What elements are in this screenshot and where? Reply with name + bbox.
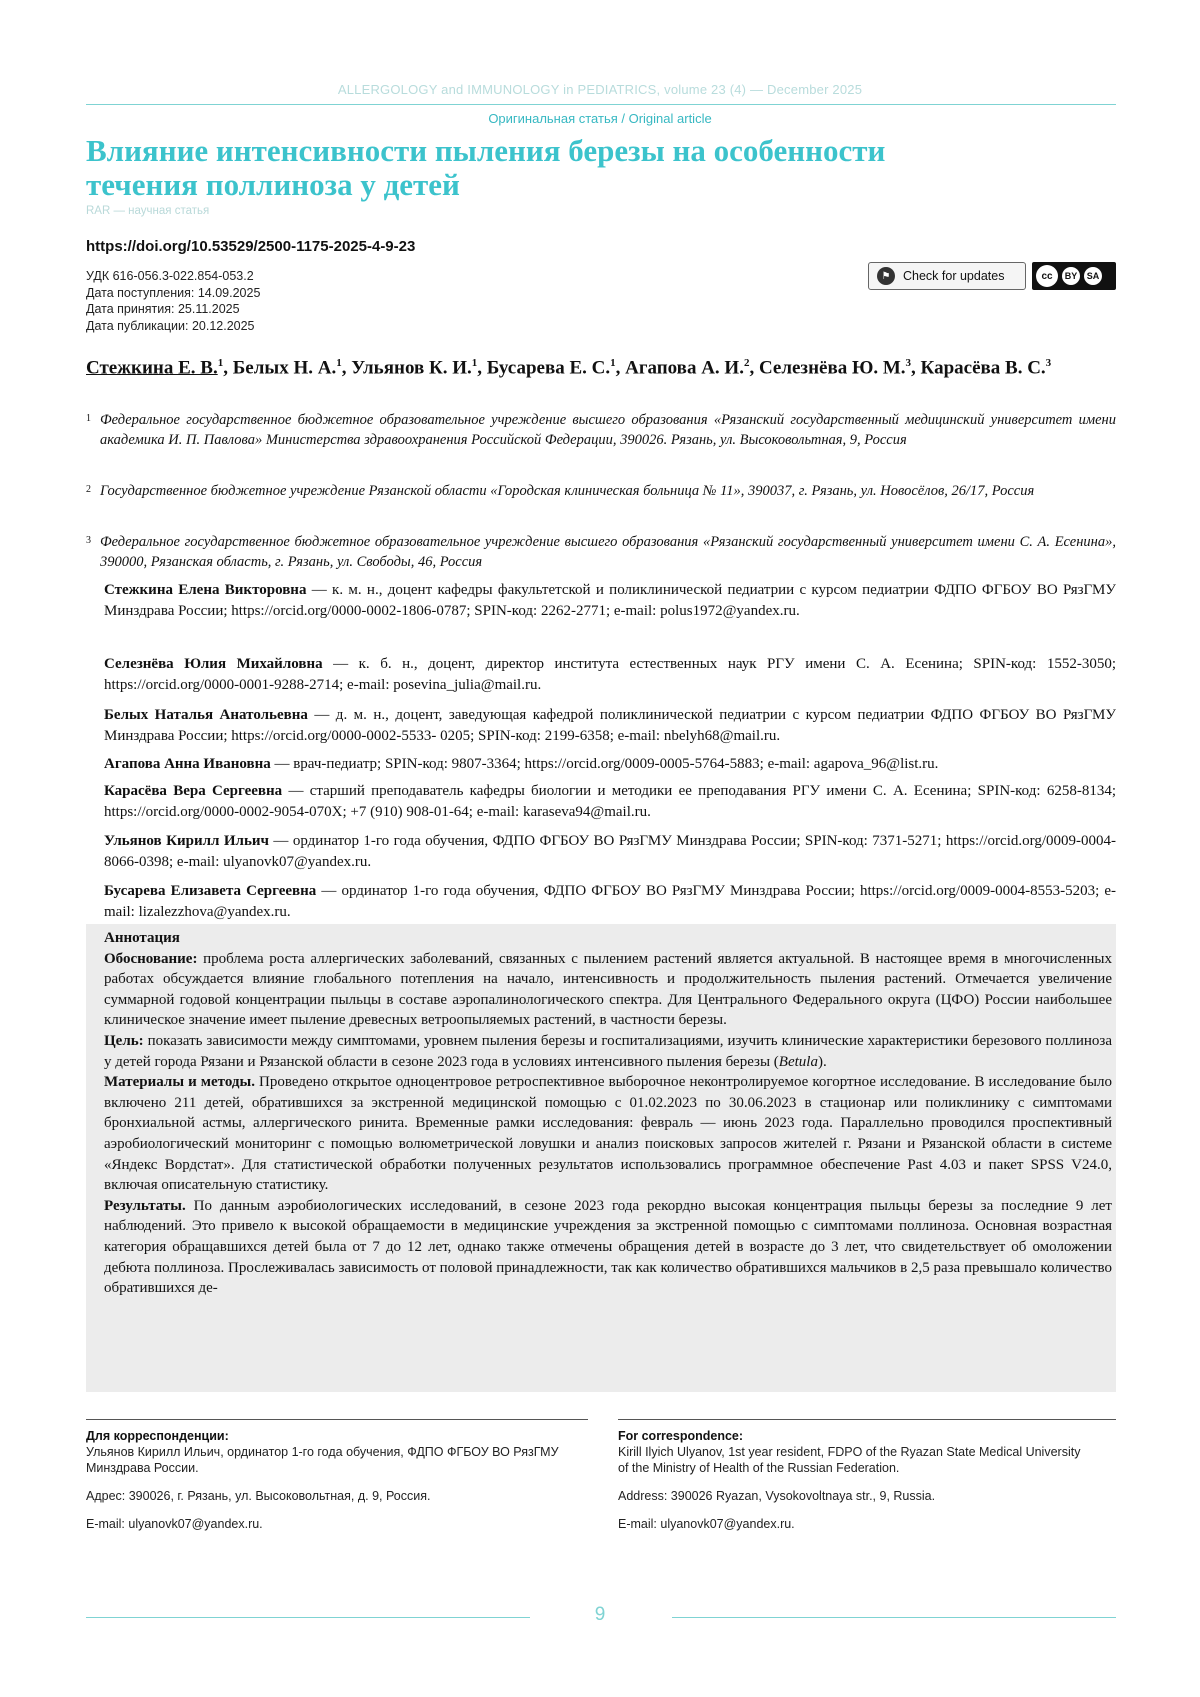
header-divider: [86, 104, 1116, 105]
date-received: Дата поступления: 14.09.2025: [86, 285, 261, 300]
author-bio: [104, 705, 1116, 746]
correspondence-en: [618, 1428, 1088, 1532]
bio-text: — старший преподаватель кафедры биологии и методики ее преподавания РГУ имени С. А. Есенина; SPIN-код: 6258-8134; https://orcid.org/0000-0002-9054-070X; +7 (910) 908-01-64; e-mail: karaseva94@mail.ru.: [104, 783, 1116, 820]
author-bio: [104, 881, 1116, 922]
affiliation-number: 2: [86, 484, 91, 495]
correspondence-divider-ru: [86, 1419, 588, 1420]
check-for-updates-button[interactable]: [868, 262, 1026, 290]
bio-name: Стежкина Елена Викторовна: [104, 582, 307, 598]
affiliation-text: Федеральное государственное бюджетное образовательное учреждение высшего образования «Рязанский государственный медицинский университет имени академика И. П. Павлова» Министерства здравоохранения Российской Федерации, 390026. Рязань, ул. Высоковольтная, 9, Россия: [100, 412, 1116, 448]
affiliation-1: [86, 411, 1116, 450]
aim-end: ).: [817, 1053, 827, 1070]
correspondence-heading: Для корреспонденции:: [86, 1429, 229, 1443]
bio-name: Селезнёва Юлия Михайловна: [104, 656, 323, 672]
affiliation-3: [86, 533, 1116, 572]
abstract-body: [104, 928, 1112, 1299]
date-accepted: Дата принятия: 25.11.2025: [86, 302, 240, 316]
author-name: Ульянов К. И.: [351, 357, 472, 379]
background-label: Обоснование:: [104, 950, 198, 967]
author-bio: [104, 654, 1116, 695]
page-number: 9: [594, 1604, 606, 1625]
author-name: Селезнёва Ю. М.: [758, 357, 906, 379]
bio-text: — ординатор 1-го года обучения, ФДПО ФГБОУ ВО РязГМУ Минздрава России; SPIN-код: 7371-5271; https://orcid.org/0009-0004-8066-0398; e-mail: ulyanovk07@yandex.ru.: [104, 833, 1116, 870]
date-published: Дата публикации: 20.12.2025: [86, 318, 255, 333]
correspondence-address: Address: 390026 Ryazan, Vysokovoltnaya str., 9, Russia.: [618, 1489, 936, 1503]
results-text: По данным аэробиологических исследований, в сезоне 2023 года рекордно высокая концентрация пыльцы березы за последние 9 лет наблюдений. Это привело к высокой обращаемости в медицинские учреждения за экстренной помощью с симптомами поллиноза. Основная возрастная категория обращавшихся детей была от 7 до 12 лет, однако также отмечены обращения детей в возрасте до 3 лет, что свидетельствует об омоложении дебюта поллиноза. Прослеживалась зависимость от половой принадлежности, так как количество обратившихся мальчиков в 2,5 раза превышало количество обратившихся де-: [104, 1197, 1112, 1297]
abstract-background: [104, 949, 1112, 1031]
correspondence-email[interactable]: E-mail: ulyanovk07@yandex.ru.: [86, 1517, 263, 1531]
bio-text: — ординатор 1-го года обучения, ФДПО ФГБОУ ВО РязГМУ Минздрава России; https://orcid.org/0009-0004-8553-5203; e-mail: lizalezzhova@yandex.ru.: [104, 883, 1116, 920]
abstract-results: [104, 1196, 1112, 1299]
footer-line-left: [86, 1617, 530, 1618]
affiliation-text: Государственное бюджетное учреждение Рязанской области «Городская клиническая больница № 11», 390037, г. Рязань, ул. Новосёлов, 26/17, Россия: [100, 483, 1035, 499]
by-icon: BY: [1062, 267, 1080, 285]
affiliation-2: [86, 482, 1116, 502]
correspondence-person: Ульянов Кирилл Ильич, ординатор 1-го года обучения, ФДПО ФГБОУ ВО РязГМУ Минздрава России.: [86, 1445, 559, 1475]
author-affil: 1: [336, 357, 342, 369]
author-bio: [104, 831, 1116, 872]
bio-name: Агапова Анна Ивановна: [104, 756, 271, 772]
correspondence-divider-en: [618, 1419, 1116, 1420]
author-name: Карасёва В. С.: [920, 357, 1046, 379]
results-label: Результаты.: [104, 1197, 186, 1214]
sa-icon: SA: [1084, 267, 1102, 285]
bio-name: Ульянов Кирилл Ильич: [104, 833, 269, 849]
bio-text: — врач-педиатр; SPIN-код: 9807-3364; https://orcid.org/0009-0005-5764-5883; e-mail: agapova_96@list.ru.: [270, 756, 939, 772]
author-affil: 2: [743, 357, 750, 369]
check-for-updates-label: Check for updates: [903, 269, 1005, 283]
rar-label: RAR — научная статья: [86, 205, 210, 217]
journal-header: ALLERGOLOGY and IMMUNOLOGY in PEDIATRICS, volume 23 (4) — December 2025: [337, 82, 863, 97]
author-list: Стежкина Е. В.$^1$, Белых Н. А.$^1$, Ульянов К. И.$^1$, Бусарева Е. С.$^1$, Агапова А. И.$^2$, Селезнёва Ю. М.$^3$, Карасёва В. С.$^3$: [86, 357, 1052, 379]
cc-license-badge[interactable]: [1032, 262, 1116, 290]
correspondence-email[interactable]: E-mail: ulyanovk07@yandex.ru.: [618, 1517, 795, 1531]
doi-link[interactable]: https://doi.org/10.53529/2500-1175-2025-4-9-23: [86, 238, 416, 255]
abstract-heading: Аннотация: [104, 930, 180, 946]
author-affil: 1: [217, 357, 224, 369]
bio-name: Бусарева Елизавета Сергеевна: [104, 883, 317, 899]
abstract-methods: [104, 1072, 1112, 1196]
footer-line-right: [672, 1617, 1116, 1618]
background-text: проблема роста аллергических заболеваний, связанных с пылением растений является актуальной. В настоящее время в многочисленных работах обсуждается влияние глобального потепления на начало, интенсивность и продолжительность пыления растений. Отмечается увеличение суммарной годовой концентрации пыльцы в составе аэропалинологического спектра. Для Центрального Федерального округа (ЦФО) России наибольшее клиническое значение имеет пыление древесных ветроопыляемых растений, в частности березы.: [104, 950, 1112, 1029]
correspondence-ru: [86, 1428, 586, 1532]
author-affil: 3: [1045, 357, 1052, 369]
correspondence-address: Адрес: 390026, г. Рязань, ул. Высоковольтная, д. 9, Россия.: [86, 1489, 431, 1503]
author-name: Белых Н. А.: [232, 357, 337, 379]
affiliation-number: 1: [86, 413, 91, 424]
cc-icon: cc: [1036, 265, 1058, 287]
bio-name: Карасёва Вера Сергеевна: [104, 783, 283, 799]
bio-name: Белых Наталья Анатольевна: [104, 707, 308, 723]
abstract-aim: [104, 1031, 1112, 1072]
article-meta: [86, 268, 260, 334]
bookmark-icon: ⚑: [877, 267, 895, 285]
affiliation-text: Федеральное государственное бюджетное образовательное учреждение высшего образования «Рязанский государственный университет имени С. А. Есенина», 390000, Рязанская область, г. Рязань, ул. Свободы, 46, Россия: [100, 534, 1116, 570]
author-name: Бусарева Е. С.: [486, 357, 611, 379]
author-bio: [104, 781, 1116, 822]
abstract-box: [86, 924, 1116, 1392]
correspondence-person: Kirill Ilyich Ulyanov, 1st year resident, FDPO of the Ryazan State Medical University of the Ministry of Health of the Russian Federation.: [618, 1445, 1081, 1475]
affiliation-number: 3: [86, 535, 91, 546]
author-name: Стежкина Е. В.: [86, 357, 218, 379]
udk: УДК 616-056.3-022.854-053.2: [86, 269, 254, 283]
correspondence-heading: For correspondence:: [618, 1429, 744, 1443]
aim-italic: Betula: [778, 1053, 818, 1070]
article-title: Влияние интенсивности пыления березы на особенности течения поллиноза у детей: [86, 133, 886, 202]
aim-label: Цель:: [104, 1032, 144, 1049]
author-affil: 3: [905, 357, 912, 369]
author-affil: 1: [610, 357, 616, 369]
author-name: Агапова А. И.: [625, 357, 744, 379]
author-bio: [104, 580, 1116, 621]
aim-text: показать зависимости между симптомами, уровнем пыления березы и госпитализациями, изучить клинические характеристики березового поллиноза у детей города Рязани и Рязанской области в сезоне 2023 года в условиях интенсивного пыления березы (: [104, 1032, 1112, 1070]
author-bio: [104, 754, 1116, 775]
bio-text: — д. м. н., доцент, заведующая кафедрой поликлинической педиатрии с курсом педиатрии ФДПО ФГБОУ ВО РязГМУ Минздрава России; https://orcid.org/0000-0002-5533- 0205; SPIN-код: 2199-6358; e-mail: nbelyh68@mail.ru.: [104, 707, 1116, 744]
methods-label: Материалы и методы.: [104, 1074, 255, 1091]
methods-text: Проведено открытое одноцентровое ретроспективное выборочное неконтролируемое когортное исследование. В исследование было включено 211 детей, обратившихся за экстренной медицинской помощью с 01.02.2023 по 30.06.2023 в стационар или поликлинику с симптомами бронхиальной астмы, аллергического ринита. Временные рамки исследования: февраль — июнь 2023 года. Параллельно проводился проспективный аэробиологический мониторинг с помощью волюметрической ловушки и анализ поисковых запросов жителей г. Рязани и Рязанской области в системе «Яндекс Вордстат». Для статистической обработки полученных результатов использовались программное обеспечение Past 4.03 и пакет SPSS V24.0, включая описательную статистику.: [104, 1074, 1113, 1194]
author-affil: 1: [471, 357, 478, 369]
bio-text: — к. б. н., доцент, директор института естественных наук РГУ имени С. А. Есенина; SPIN-код: 1552-3050; https://orcid.org/0000-0001-9288-2714; e-mail: posevina_julia@mail.ru.: [104, 656, 1116, 693]
bio-text: — к. м. н., доцент кафедры факультетской и поликлинической педиатрии с курсом педиатрии ФДПО ФГБОУ ВО РязГМУ Минздрава России; https://orcid.org/0000-0002-1806-0787; SPIN-код: 2262-2771; e-mail: polus1972@yandex.ru.: [104, 582, 1116, 619]
article-category: Оригинальная статья / Original article: [488, 111, 712, 126]
